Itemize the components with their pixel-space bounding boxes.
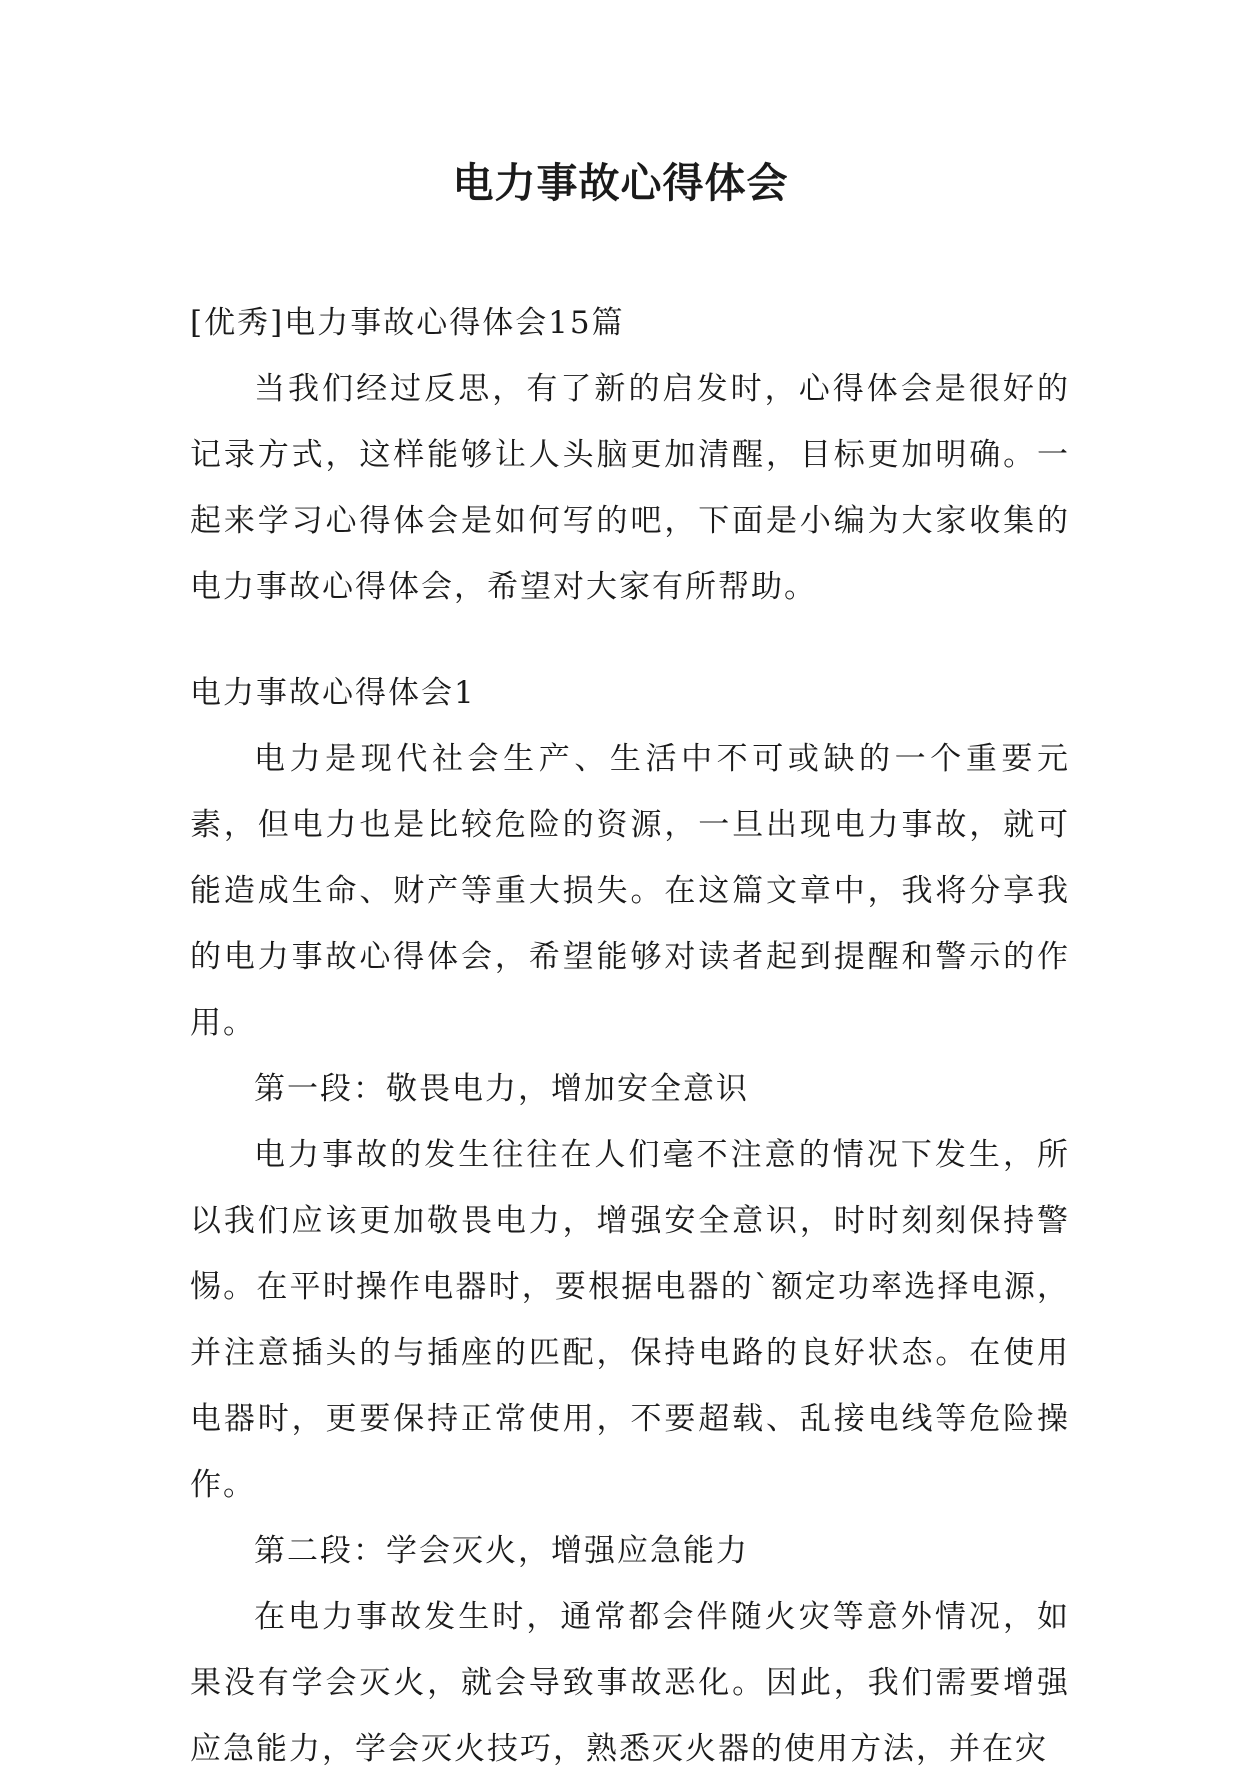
part-paragraph: 在电力事故发生时，通常都会伴随火灾等意外情况，如果没有学会灭火，就会导致事故恶化。因此，我们需要增强应急能力，学会灭火技巧，熟悉灭火器的使用方法，并在灾 <box>190 1599 1070 1767</box>
part-heading: 第二段：学会灭火，增强应急能力 <box>254 1533 749 1569</box>
document-title: 电力事故心得体会 <box>452 159 789 207</box>
intro-paragraph: 当我们经过反思，有了新的启发时，心得体会是很好的记录方式，这样能够让人头脑更加清醒，目标更加明确。一起来学习心得体会是如何写的吧，下面是小编为大家收集的电力事故心得体会，希望对大家有所帮助。 <box>190 371 1070 605</box>
document-body <box>190 290 1070 1782</box>
section-paragraph: 电力是现代社会生产、生活中不可或缺的一个重要元素，但电力也是比较危险的资源，一旦出现电力事故，就可能造成生命、财产等重大损失。在这篇文章中，我将分享我的电力事故心得体会，希望能够对读者起到提醒和警示的作用。 <box>190 741 1070 1041</box>
part-heading: 第一段：敬畏电力，增加安全意识 <box>254 1071 749 1107</box>
paragraph-gap <box>190 620 1070 660</box>
section-heading: 电力事故心得体会1 <box>190 675 476 711</box>
document-subtitle: [优秀]电力事故心得体会15篇 <box>190 305 625 341</box>
part-paragraph: 电力事故的发生往往在人们毫不注意的情况下发生，所以我们应该更加敬畏电力，增强安全意识，时时刻刻保持警惕。在平时操作电器时，要根据电器的`额定功率选择电源，并注意插头的与插座的匹配，保持电路的良好状态。在使用电器时，更要保持正常使用，不要超载、乱接电线等危险操作。 <box>190 1137 1070 1503</box>
